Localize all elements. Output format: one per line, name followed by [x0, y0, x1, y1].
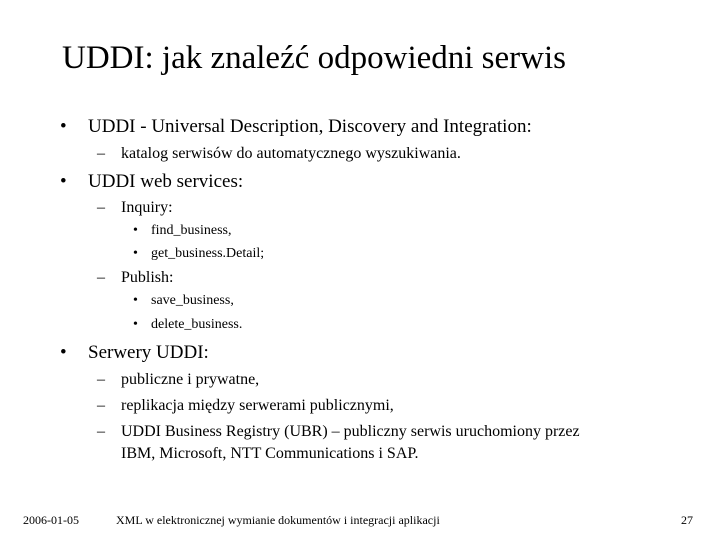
sub-bullet-text: katalog serwisów do automatycznego wyszukiwania. [121, 145, 461, 162]
bullet-text: Serwery UDDI: [88, 342, 209, 363]
sub-bullet-text: Inquiry: [121, 199, 173, 216]
sub-bullet-text: IBM, Microsoft, NTT Communications i SAP. [121, 445, 419, 462]
small-bullet-marker: • [133, 223, 138, 238]
dash-marker: – [97, 397, 105, 414]
bullet-text: UDDI - Universal Description, Discovery and Integration: [88, 116, 532, 137]
bullet-marker: • [60, 342, 67, 363]
small-bullet-marker: • [133, 246, 138, 261]
item-text: save_business, [151, 293, 234, 308]
item-text: find_business, [151, 223, 232, 238]
bullet-marker: • [60, 171, 67, 192]
footer-course-title: XML w elektronicznej wymianie dokumentów i integracji aplikacji [116, 513, 440, 527]
sub-bullet-text: Publish: [121, 269, 174, 286]
dash-marker: – [97, 145, 105, 162]
slide-title: UDDI: jak znaleźć odpowiedni serwis [62, 40, 567, 76]
dash-marker: – [97, 371, 105, 388]
bullet-marker: • [60, 116, 67, 137]
small-bullet-marker: • [133, 317, 138, 332]
small-bullet-marker: • [133, 293, 138, 308]
footer-date: 2006-01-05 [23, 513, 79, 527]
sub-bullet-text: replikacja między serwerami publicznymi, [121, 397, 394, 414]
sub-bullet-text: UDDI Business Registry (UBR) – publiczny serwis uruchomiony przez [121, 423, 580, 440]
item-text: get_business.Detail; [151, 246, 265, 261]
dash-marker: – [97, 423, 105, 440]
dash-marker: – [97, 199, 105, 216]
sub-bullet-text: publiczne i prywatne, [121, 371, 260, 388]
bullet-text: UDDI web services: [88, 171, 244, 192]
footer-page-number: 27 [681, 513, 693, 527]
dash-marker: – [97, 269, 105, 286]
item-text: delete_business. [151, 317, 243, 332]
